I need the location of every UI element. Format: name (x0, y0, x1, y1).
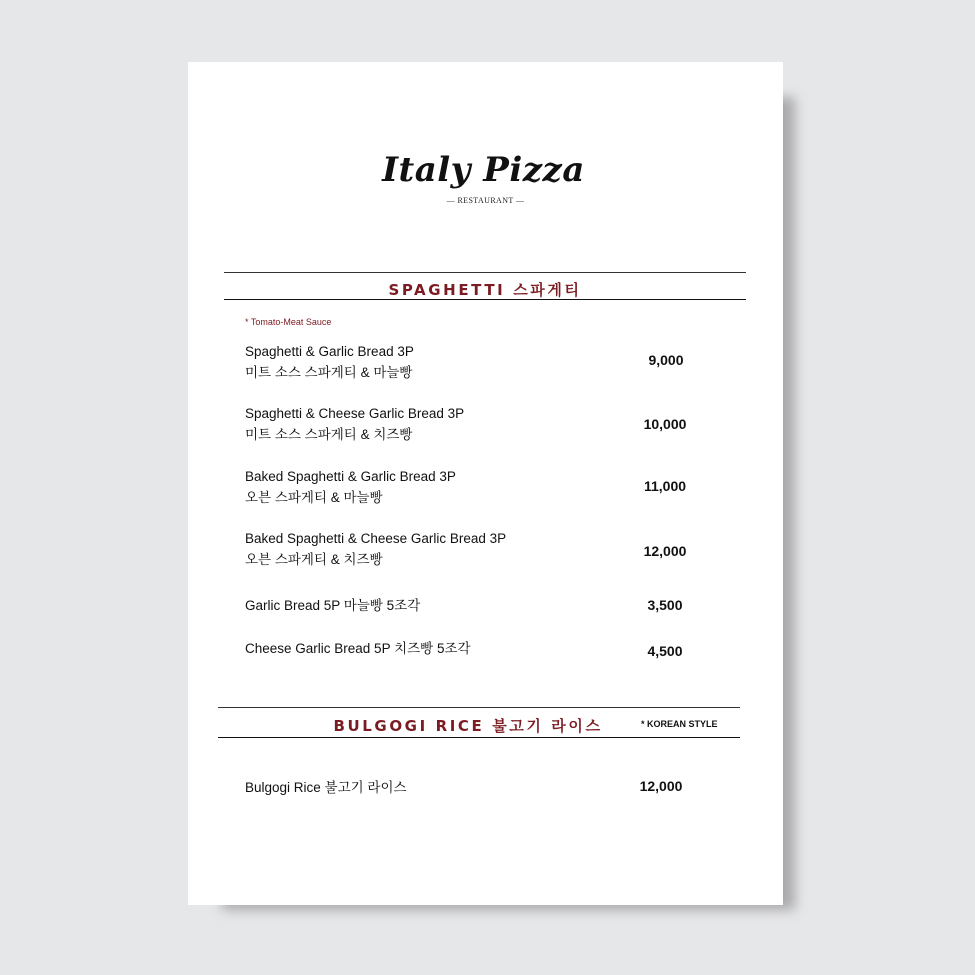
item-name-en: Baked Spaghetti & Cheese Garlic Bread 3P (245, 531, 507, 546)
item-price: 10,000 (643, 416, 687, 432)
item-price: 11,000 (643, 478, 687, 494)
item-name-en: Garlic Bread 5P 마늘빵 5조각 (245, 598, 421, 613)
restaurant-name: Italy Pizza (382, 150, 585, 190)
item-name (245, 777, 407, 798)
section-bottom-rule (218, 737, 740, 738)
item-price: 12,000 (639, 778, 683, 794)
item-name (245, 595, 420, 616)
item-name-ko: 미트 소스 스파게티 & 치즈빵 (245, 427, 413, 442)
section-top-rule (218, 707, 740, 708)
korean-style-note: * KOREAN STYLE (641, 719, 718, 729)
section-title-bulgogi: BULGOGI RICE 불고기 라이스 (333, 717, 603, 735)
item-name (245, 403, 464, 445)
section-top-rule (224, 272, 746, 273)
section-title-spaghetti: SPAGHETTI 스파게티 (388, 281, 582, 299)
item-name (245, 466, 456, 508)
item-name-ko: 오븐 스파게티 & 치즈빵 (245, 552, 383, 567)
item-name-ko: 오븐 스파게티 & 마늘빵 (245, 490, 383, 505)
item-price: 9,000 (648, 352, 684, 368)
item-name (245, 638, 471, 659)
item-name-en: Baked Spaghetti & Garlic Bread 3P (245, 469, 456, 484)
item-name-en: Cheese Garlic Bread 5P 치즈빵 5조각 (245, 641, 471, 656)
item-name-en: Spaghetti & Garlic Bread 3P (245, 344, 414, 359)
item-price: 3,500 (647, 597, 683, 613)
item-price: 4,500 (647, 643, 683, 659)
section-bottom-rule (224, 299, 746, 300)
item-name-en: Spaghetti & Cheese Garlic Bread 3P (245, 406, 465, 421)
item-name-en: Bulgogi Rice 불고기 라이스 (245, 780, 407, 795)
item-price: 12,000 (643, 543, 687, 559)
item-name (245, 528, 506, 570)
item-name-ko: 미트 소스 스파게티 & 마늘빵 (245, 365, 413, 380)
sauce-note: * Tomato-Meat Sauce (245, 317, 332, 327)
restaurant-subtitle: — RESTAURANT — (446, 196, 525, 205)
item-name (245, 341, 414, 383)
